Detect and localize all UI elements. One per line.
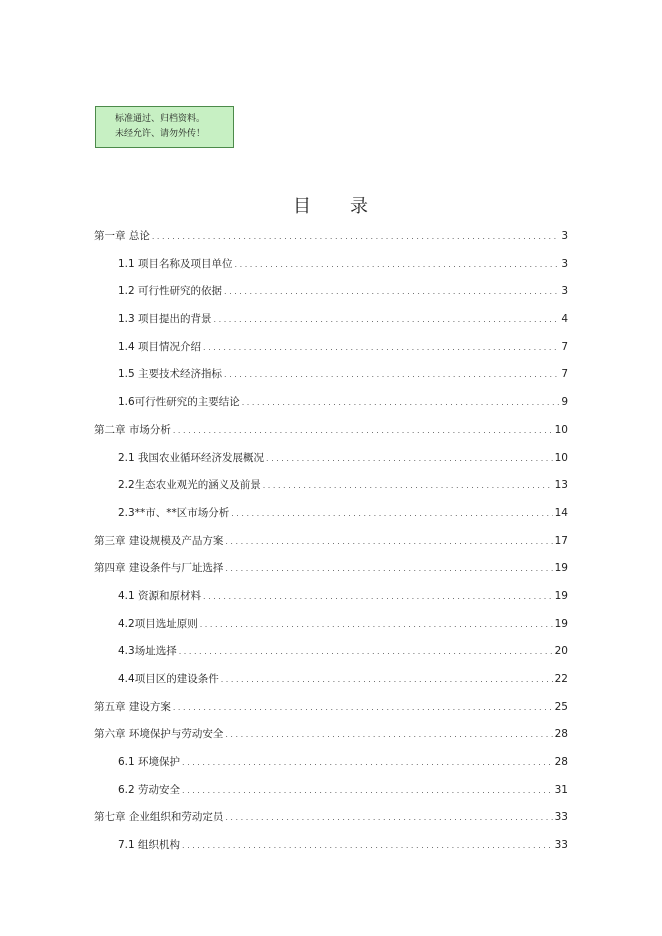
- toc-dot-leader: [225, 564, 552, 573]
- toc-entry-label: 第二章 市场分析: [94, 423, 171, 436]
- toc-entry[interactable]: [94, 671, 568, 699]
- toc-title-char-2: 录: [350, 196, 369, 217]
- toc-dot-leader: [224, 370, 559, 379]
- notice-line-1: 标准通过、归档资料。: [115, 114, 206, 124]
- toc-dot-leader: [242, 398, 560, 407]
- toc-entry-page: 13: [554, 479, 568, 492]
- toc-entry-label: 1.5 主要技术经济指标: [118, 368, 223, 381]
- toc-entry-page: 17: [554, 534, 568, 547]
- toc-entry[interactable]: [94, 366, 568, 394]
- toc-entry-page: 3: [561, 285, 568, 298]
- toc-dot-leader: [235, 260, 560, 269]
- toc-entry-label: 1.6可行性研究的主要结论: [118, 396, 240, 409]
- toc-dot-leader: [179, 647, 553, 656]
- toc-entry[interactable]: [94, 588, 568, 616]
- toc-entry-page: 9: [561, 396, 568, 409]
- toc-entry[interactable]: [94, 837, 568, 865]
- toc-dot-leader: [203, 592, 553, 601]
- toc-dot-leader: [182, 786, 553, 795]
- toc-entry-page: 3: [561, 257, 568, 270]
- toc-entry[interactable]: [94, 726, 568, 754]
- toc-entry-page: 10: [554, 423, 568, 436]
- toc-entry-page: 19: [554, 589, 568, 602]
- toc-entry-page: 25: [554, 700, 568, 713]
- toc-entry-page: 33: [554, 839, 568, 852]
- toc-entry-label: 第四章 建设条件与厂址选择: [94, 562, 224, 575]
- toc-entry-label: 第七章 企业组织和劳动定员: [94, 811, 224, 824]
- toc-dot-leader: [221, 675, 553, 684]
- toc-entry-label: 6.1 环境保护: [118, 756, 181, 769]
- toc-entry-label: 1.4 项目情况介绍: [118, 340, 202, 353]
- toc-entry-label: 2.1 我国农业循环经济发展概况: [118, 451, 265, 464]
- toc-dot-leader: [200, 620, 553, 629]
- toc-entry-page: 4: [561, 313, 568, 326]
- toc-entry-label: 第六章 环境保护与劳动安全: [94, 728, 224, 741]
- toc-entry[interactable]: [94, 560, 568, 588]
- toc-entry-label: 第三章 建设规模及产品方案: [94, 534, 224, 547]
- toc-entry[interactable]: [94, 422, 568, 450]
- toc-entry-page: 20: [554, 645, 568, 658]
- toc-entry[interactable]: [94, 782, 568, 810]
- confidential-notice-box: [95, 106, 234, 148]
- toc-title-char-1: 目: [293, 196, 312, 217]
- toc-entry-label: 1.2 可行性研究的依据: [118, 285, 223, 298]
- toc-entry-page: 19: [554, 562, 568, 575]
- toc-entry[interactable]: [94, 311, 568, 339]
- toc-dot-leader: [173, 426, 553, 435]
- toc-entry-label: 4.4项目区的建设条件: [118, 673, 219, 685]
- toc-dot-leader: [214, 315, 560, 324]
- notice-line-2: 未经允许、请勿外传！: [115, 129, 206, 139]
- toc-dot-leader: [225, 813, 552, 822]
- toc-dot-leader: [231, 509, 552, 518]
- toc-entry-page: 14: [554, 506, 568, 519]
- toc-entry[interactable]: [94, 616, 568, 644]
- toc-dot-leader: [203, 343, 559, 352]
- toc-entry-label: 6.2 劳动安全: [118, 783, 181, 796]
- toc-dot-leader: [225, 537, 552, 546]
- toc-entry-label: 第五章 建设方案: [94, 700, 171, 713]
- toc-entry[interactable]: [94, 450, 568, 478]
- toc-dot-leader: [182, 841, 553, 850]
- toc-entry[interactable]: [94, 256, 568, 284]
- toc-dot-leader: [182, 758, 553, 767]
- toc-entry-label: 4.2项目选址原则: [118, 617, 198, 630]
- toc-entry-page: 19: [554, 617, 568, 630]
- toc-entry-page: 31: [554, 783, 568, 796]
- toc-entry-label: 第一章 总论: [94, 230, 150, 242]
- toc-entry[interactable]: [94, 699, 568, 727]
- toc-entry-page: 7: [561, 340, 568, 353]
- toc-entry-label: 4.1 资源和原材料: [118, 589, 202, 602]
- toc-entry[interactable]: [94, 505, 568, 533]
- toc-dot-leader: [225, 730, 552, 739]
- toc-entry-page: 7: [561, 368, 568, 381]
- toc-dot-leader: [152, 232, 559, 241]
- toc-entry-label: 2.2生态农业观光的涵义及前景: [118, 479, 261, 492]
- toc-entry[interactable]: [94, 643, 568, 671]
- toc-entry[interactable]: [94, 477, 568, 505]
- toc-dot-leader: [266, 454, 553, 463]
- toc-entry-page: 22: [554, 673, 568, 685]
- toc-entry[interactable]: [94, 809, 568, 837]
- toc-entry-label: 7.1 组织机构: [118, 839, 181, 852]
- toc-entry[interactable]: [94, 533, 568, 561]
- toc-dot-leader: [173, 703, 553, 712]
- toc-dot-leader: [224, 287, 559, 296]
- toc-entry-label: 1.3 项目提出的背景: [118, 313, 212, 326]
- toc-entry-page: 3: [561, 230, 568, 242]
- toc-entry[interactable]: [94, 283, 568, 311]
- toc-entry-page: 33: [554, 811, 568, 824]
- toc-entry-page: 28: [554, 756, 568, 769]
- toc-entry[interactable]: [94, 754, 568, 782]
- toc-entry-label: 2.3**市、**区市场分析: [118, 506, 230, 519]
- toc-title: [0, 192, 662, 218]
- toc-entry[interactable]: [94, 228, 568, 256]
- toc-entry-label: 4.3场址选择: [118, 645, 177, 658]
- toc-dot-leader: [263, 481, 553, 490]
- table-of-contents: [94, 228, 568, 865]
- toc-entry-page: 28: [554, 728, 568, 741]
- toc-entry[interactable]: [94, 339, 568, 367]
- toc-entry-label: 1.1 项目名称及项目单位: [118, 257, 233, 270]
- toc-entry[interactable]: [94, 394, 568, 422]
- toc-entry-page: 10: [554, 451, 568, 464]
